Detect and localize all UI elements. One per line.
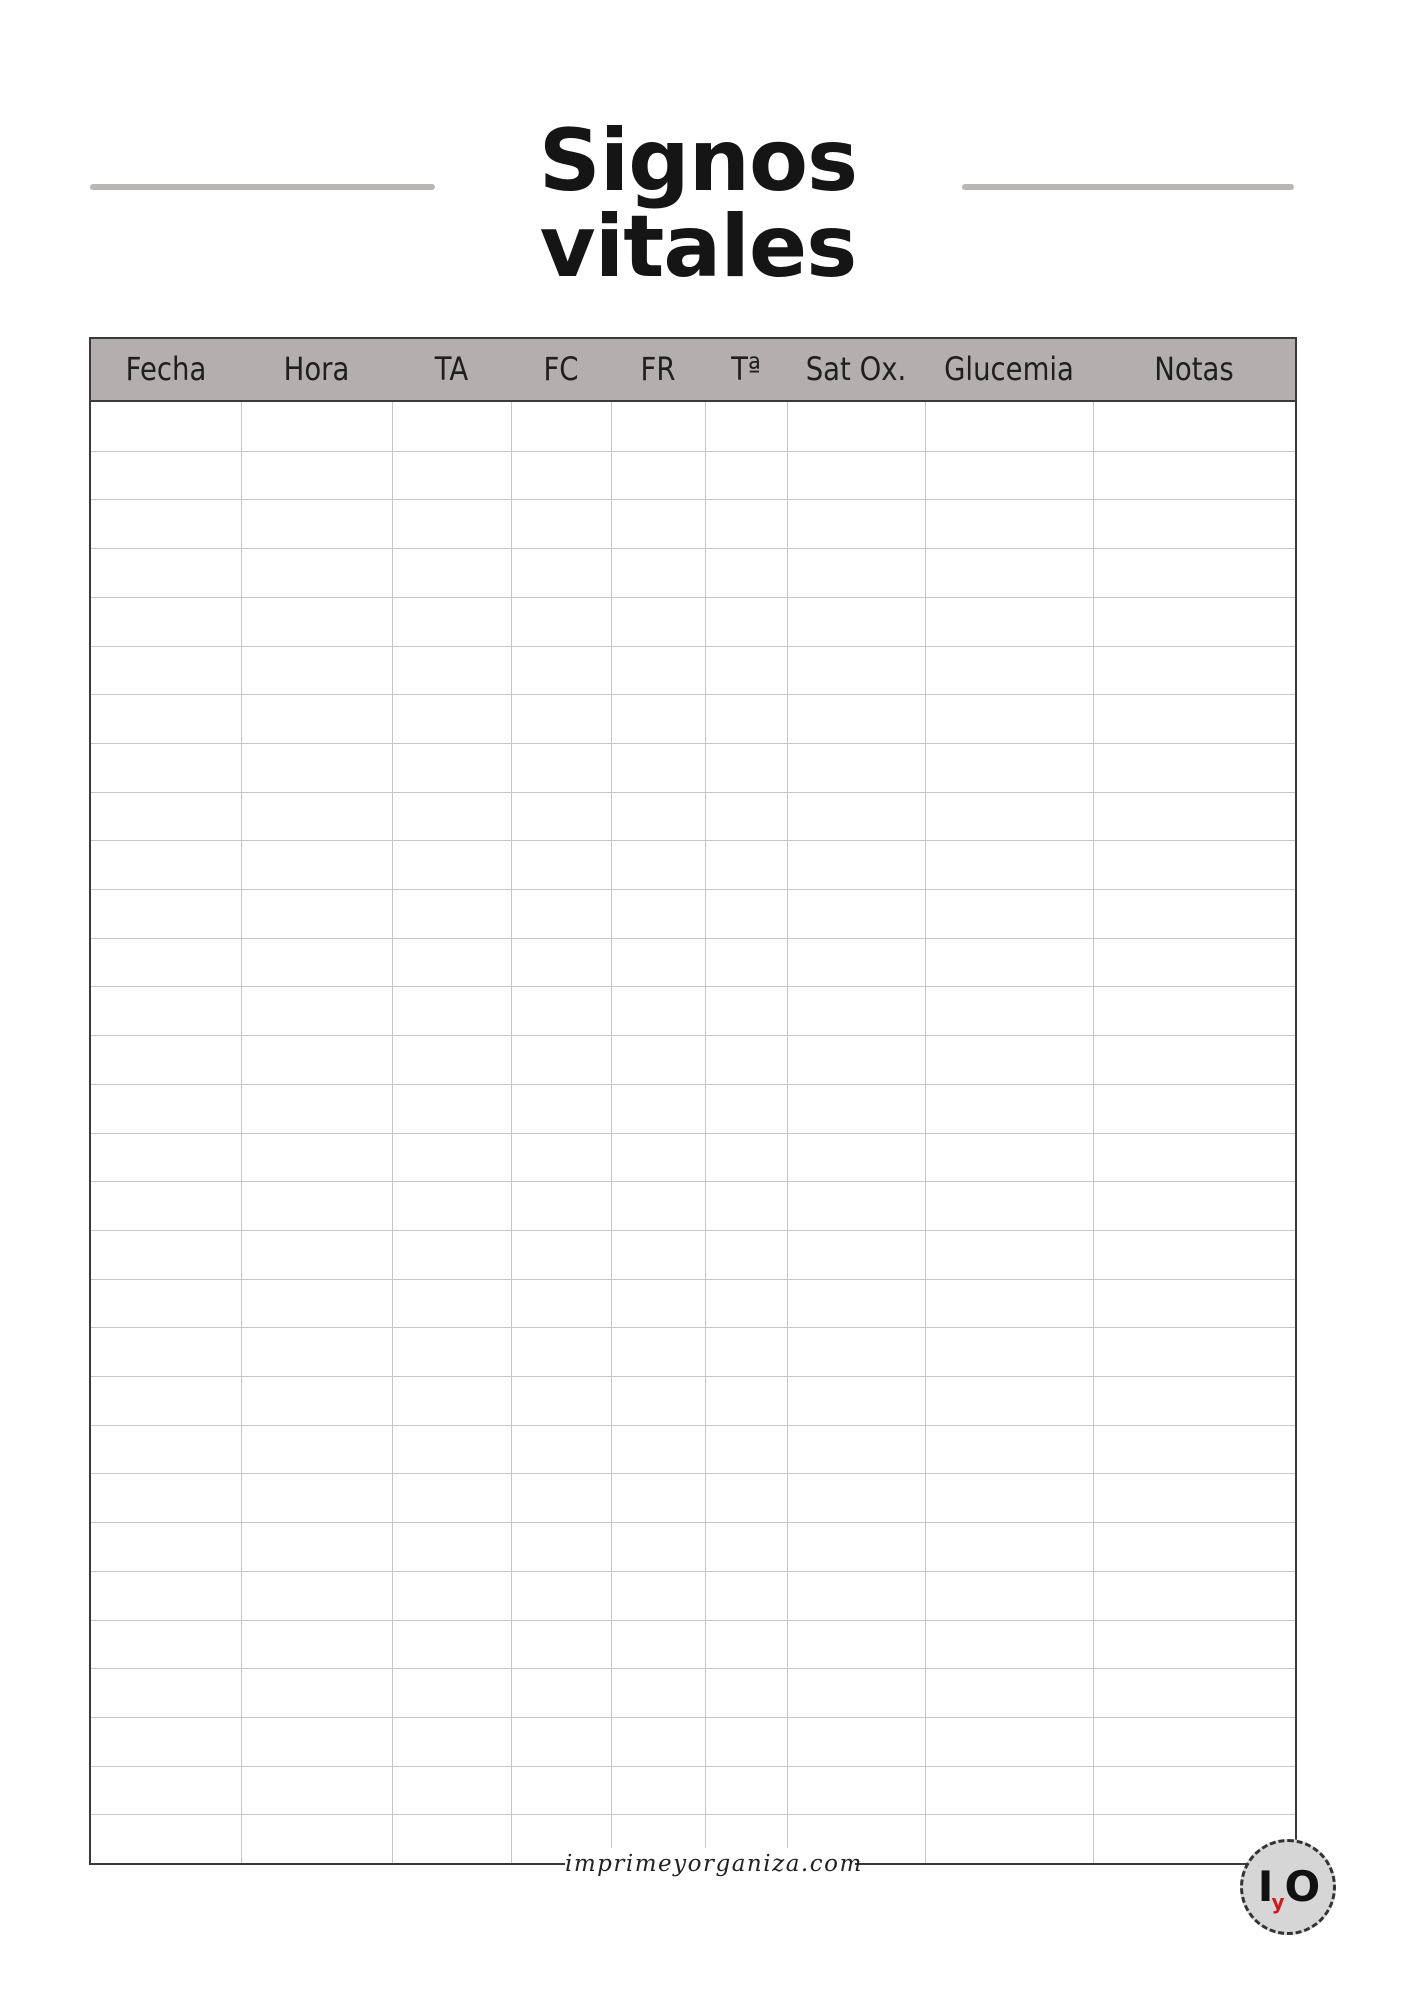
footer-website: imprimeyorganiza.com <box>565 1848 855 1880</box>
column-header-fr: FR <box>640 350 676 388</box>
title-rule-right <box>962 184 1294 190</box>
table-row-line <box>91 1814 1295 1815</box>
table-row-line <box>91 938 1295 939</box>
table-row-line <box>91 1133 1295 1134</box>
table-row-line <box>91 1717 1295 1718</box>
table-grid <box>91 402 1295 1863</box>
table-row-line <box>91 499 1295 500</box>
table-row-line <box>91 1425 1295 1426</box>
vital-signs-table <box>89 337 1297 1865</box>
table-row-line <box>91 1473 1295 1474</box>
table-row-line <box>91 1279 1295 1280</box>
page-title: Signos vitales <box>538 111 858 297</box>
table-row-line <box>91 548 1295 549</box>
table-row-line <box>91 646 1295 647</box>
table-row-line <box>91 1376 1295 1377</box>
column-header-glucemia: Glucemia <box>944 350 1074 388</box>
brand-logo <box>1240 1839 1336 1935</box>
table-row-line <box>91 986 1295 987</box>
table-row-line <box>91 1620 1295 1621</box>
table-row-line <box>91 889 1295 890</box>
table-row-line <box>91 1766 1295 1767</box>
column-header-fc: FC <box>543 350 579 388</box>
table-row-line <box>91 694 1295 695</box>
title-rule-left <box>90 184 435 190</box>
table-row-line <box>91 1522 1295 1523</box>
column-header-sat-ox: Sat Ox. <box>805 350 907 388</box>
table-row-line <box>91 1084 1295 1085</box>
table-row-line <box>91 1181 1295 1182</box>
table-row-line <box>91 597 1295 598</box>
column-header-temperatura: Tª <box>731 350 761 388</box>
table-row-line <box>91 1230 1295 1231</box>
table-row-line <box>91 840 1295 841</box>
table-row-line <box>91 792 1295 793</box>
table-row-line <box>91 451 1295 452</box>
table-row-line <box>91 1668 1295 1669</box>
column-header-notas: Notas <box>1154 350 1234 388</box>
table-row-line <box>91 743 1295 744</box>
column-header-ta: TA <box>434 350 469 388</box>
table-row-line <box>91 1327 1295 1328</box>
column-header-fecha: Fecha <box>125 350 207 388</box>
table-header-row <box>91 339 1295 402</box>
table-row-line <box>91 1571 1295 1572</box>
table-row-line <box>91 1035 1295 1036</box>
logo-mark: IyO <box>1257 1862 1319 1914</box>
column-header-hora: Hora <box>283 350 350 388</box>
